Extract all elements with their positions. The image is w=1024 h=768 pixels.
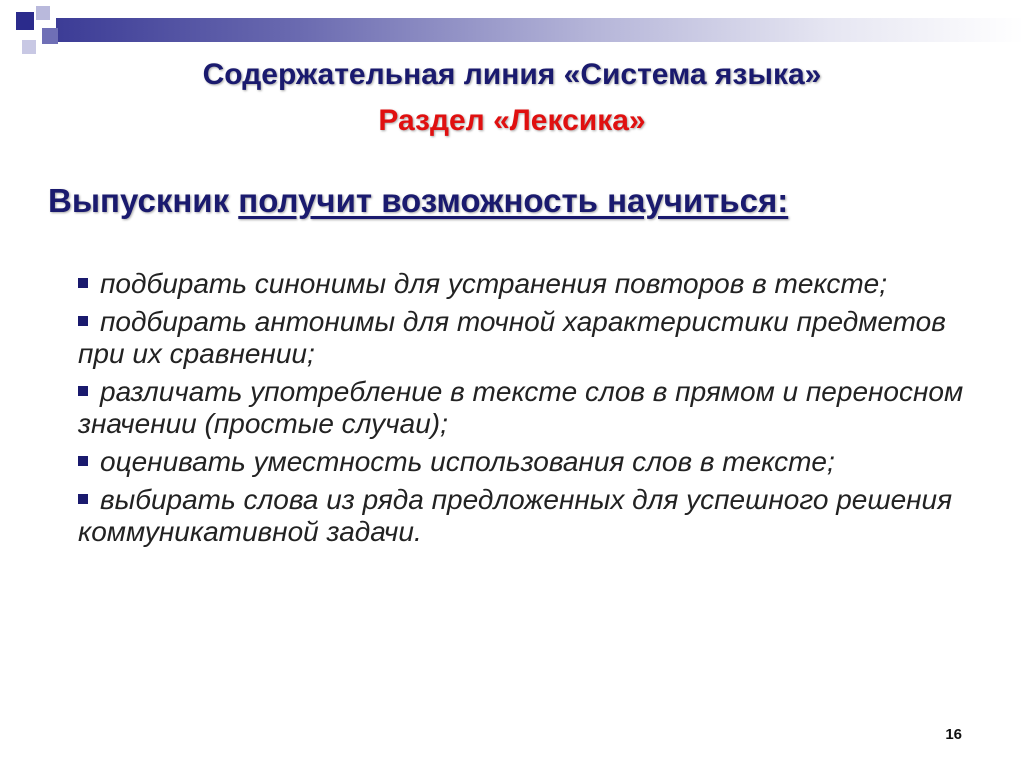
page-number: 16 [945,726,962,743]
bullet-square-icon [78,386,88,396]
decoration-square [36,6,50,20]
header-decoration-bar [56,18,1024,42]
list-item [78,268,978,300]
list-item [78,306,978,370]
list-item-text: подбирать синонимы для устранения повторов в тексте; [100,268,887,299]
decoration-square [42,28,58,44]
bullet-list [78,268,978,554]
list-item-text: оценивать уместность использования слов в тексте; [100,446,835,477]
list-item [78,446,978,478]
slide-section-title: Раздел «Лексика» [378,104,646,137]
bullet-square-icon [78,494,88,504]
bullet-square-icon [78,316,88,326]
list-item-text: подбирать антонимы для точной характеристики предметов при их сравнении; [78,306,946,369]
list-item-text: выбирать слова из ряда предложенных для успешного решения коммуникативной задачи. [78,484,953,547]
list-item [78,484,978,548]
slide-title: Содержательная линия «Система языка» [202,58,822,91]
subtitle-underlined: получит возможность научиться: [238,182,789,219]
bullet-square-icon [78,456,88,466]
list-item [78,376,978,440]
slide-subtitle [48,182,788,220]
decoration-square [16,12,34,30]
list-item-text: различать употребление в тексте слов в прямом и переносном значении (простые случаи); [78,376,964,439]
decoration-square [22,40,36,54]
bullet-square-icon [78,278,88,288]
subtitle-prefix: Выпускник [48,182,230,219]
